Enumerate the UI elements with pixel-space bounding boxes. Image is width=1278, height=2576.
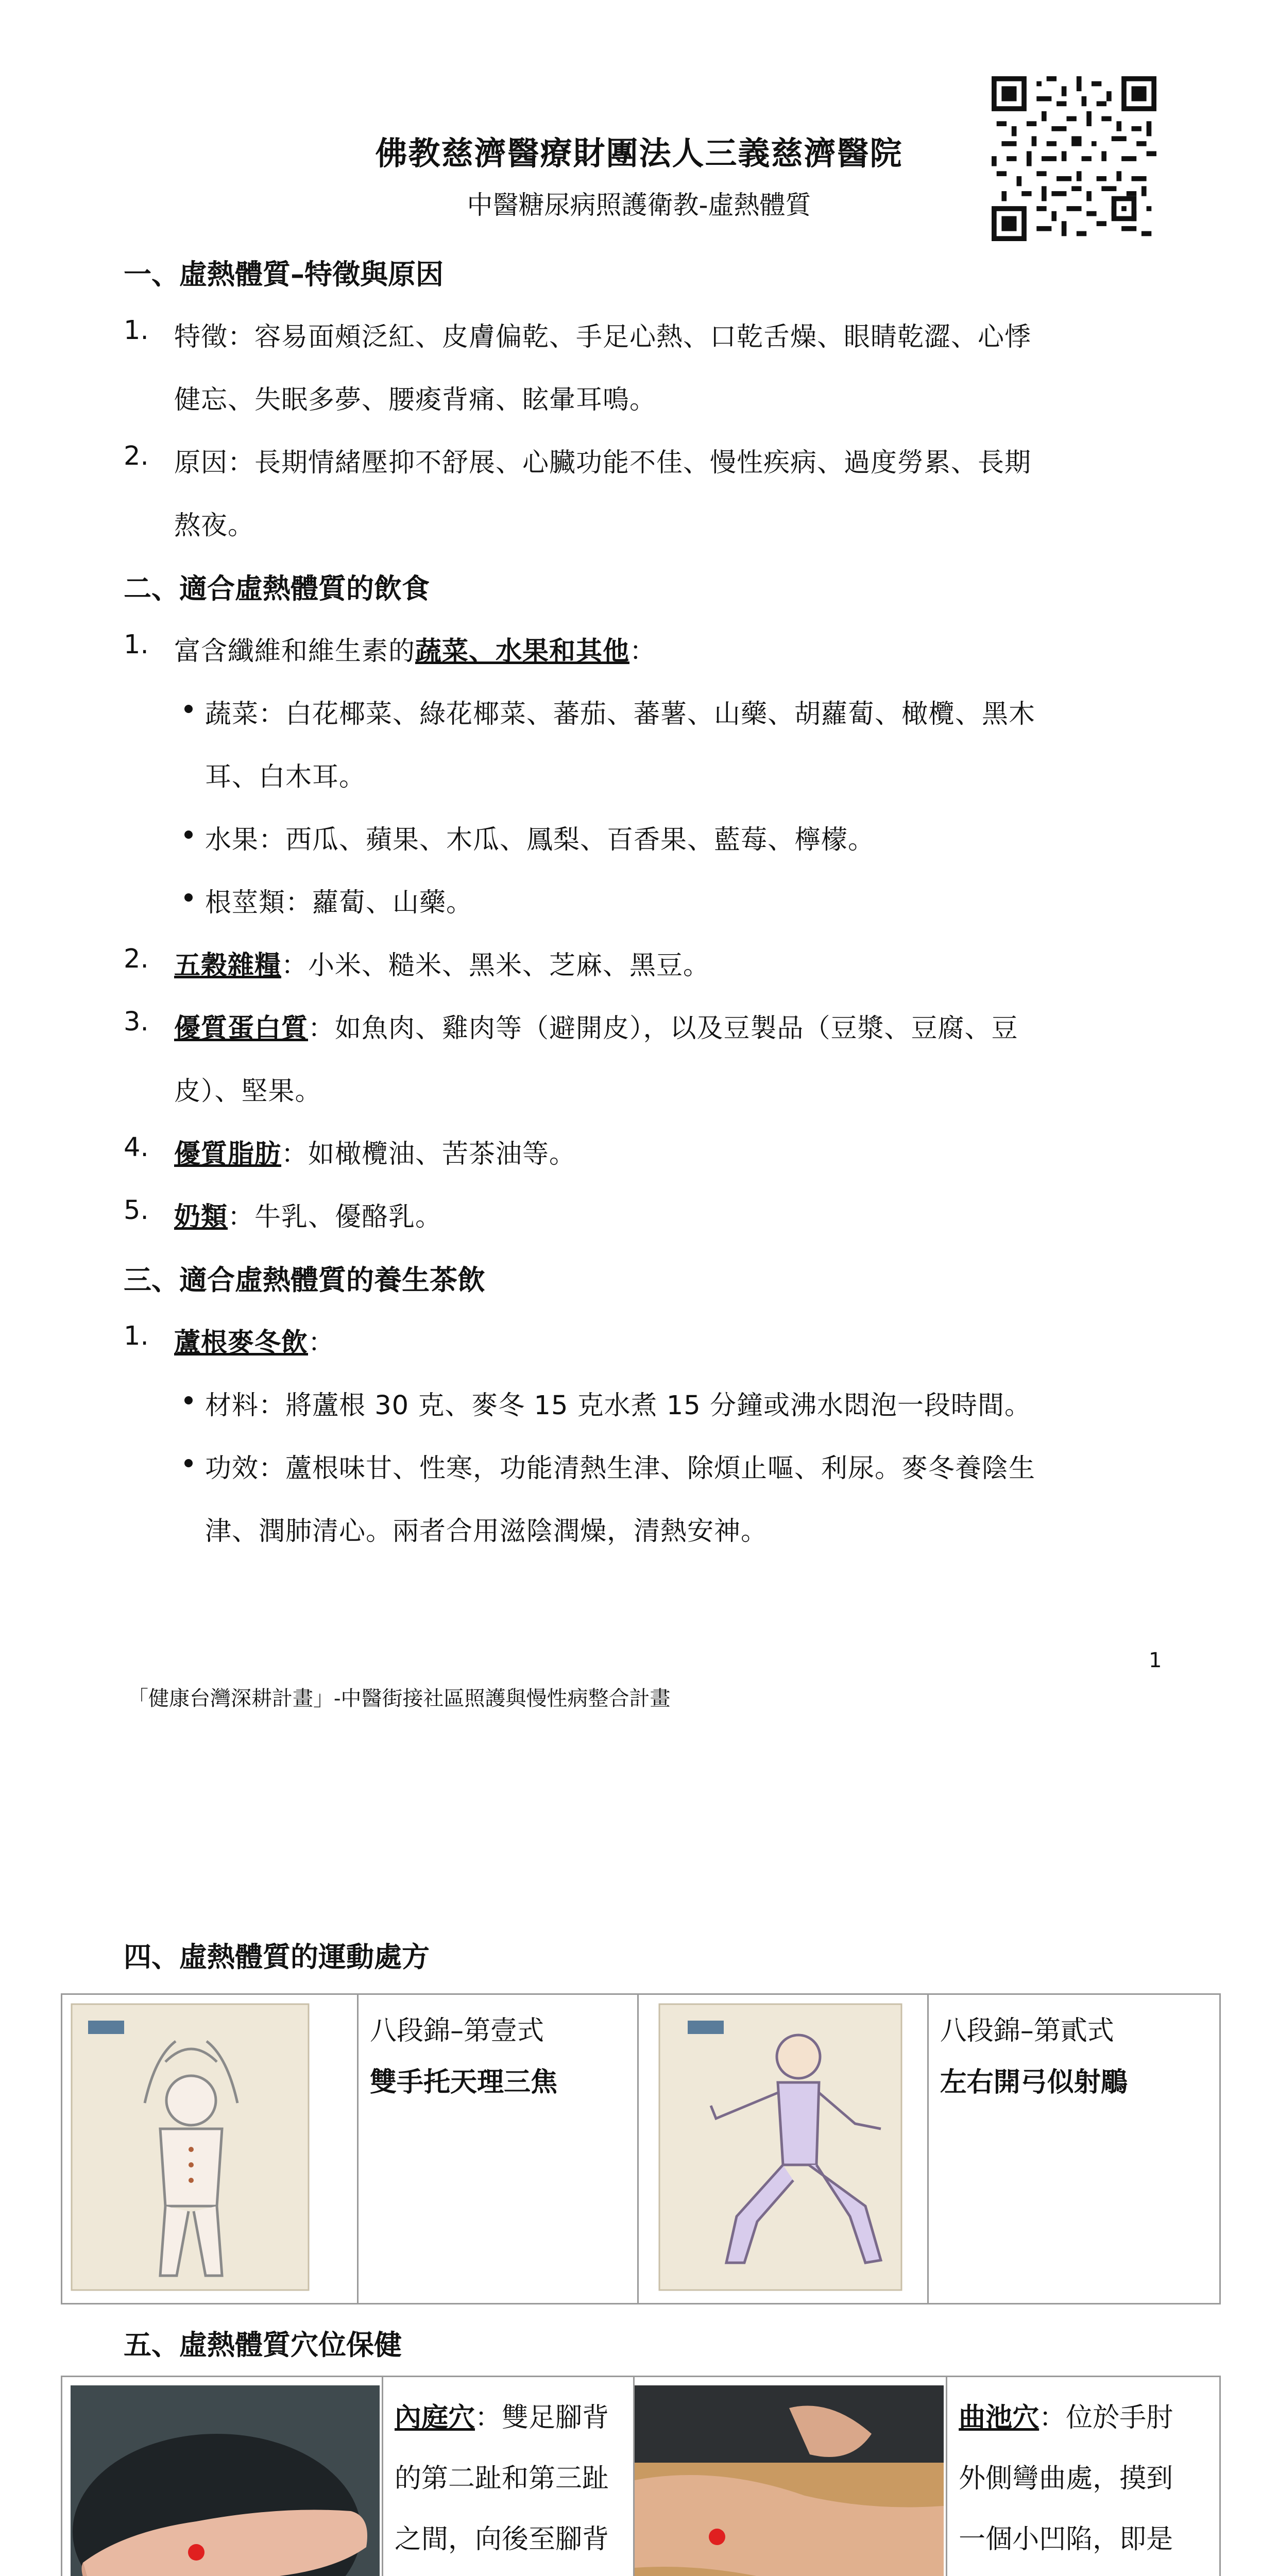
list-number: 1. [124, 630, 149, 660]
section-heading-exercise: 四、虛熱體質的運動處方 [124, 1941, 430, 1973]
acupoint-image-cell [634, 2377, 947, 2576]
page-2 [0, 1808, 1278, 2576]
list-item-text: 特徵：容易面頰泛紅、皮膚偏乾、手足心熱、口乾舌燥、眼睛乾澀、心悸 [174, 322, 1032, 352]
qr-code[interactable] [992, 76, 1156, 241]
acupoint-marker [188, 2544, 205, 2561]
bullet-text: 水果：西瓜、蘋果、木瓜、鳳梨、百香果、藍莓、檸檬。 [205, 825, 875, 855]
list-item-text: 皮）、堅果。 [174, 1076, 322, 1107]
section-heading-tea: 三、適合虛熱體質的養生茶飲 [124, 1264, 485, 1296]
list-item-text: 蘆根麥冬飲： [174, 1328, 335, 1358]
bullet-text: 材料：將蘆根 30 克、麥冬 15 克水煮 15 分鐘或沸水悶泡一段時間。 [205, 1391, 1031, 1421]
page-subtitle: 中醫糖尿病照護衛教-虛熱體質 [467, 190, 811, 220]
acupoint-image-cell [62, 2377, 383, 2576]
list-item-text: 五穀雜糧：小米、糙米、黑米、芝麻、黑豆。 [174, 951, 710, 981]
acupoint-text-cell: 內庭穴：雙足腳背 的第二趾和第三趾 之間，向後至腳背 [383, 2377, 634, 2576]
section-heading-acupoints: 五、虛熱體質穴位保健 [124, 2329, 402, 2361]
list-item-text: 健忘、失眠多夢、腰痠背痛、眩暈耳鳴。 [174, 385, 657, 415]
page-title: 佛教慈濟醫療財團法人三義慈濟醫院 [375, 134, 903, 172]
page-number: 1 [1149, 1649, 1162, 1672]
bullet-text: 蔬菜：白花椰菜、綠花椰菜、蕃茄、蕃薯、山藥、胡蘿蔔、橄欖、黑木 [205, 699, 1036, 730]
exercise-name: 左右開弓似射鵰 [940, 2067, 1128, 2098]
list-item-text: 富含纖維和維生素的蔬菜、水果和其他： [174, 636, 657, 667]
exercise-table [61, 1993, 1221, 2304]
bullet-text: 功效：蘆根味甘、性寒，功能清熱生津、除煩止嘔、利尿。麥冬養陰生 [205, 1453, 1036, 1484]
exercise-illustration-1 [62, 1995, 357, 2303]
list-item-text: 熬夜。 [174, 511, 255, 541]
acupoint-name: 內庭穴 [395, 2402, 475, 2433]
section-heading-diet: 二、適合虛熱體質的飲食 [124, 572, 430, 605]
section-heading-features: 一、虛熱體質–特徵與原因 [124, 258, 444, 291]
list-number: 1. [124, 315, 149, 346]
acupoint-table [61, 2376, 1221, 2576]
list-number: 4. [124, 1132, 149, 1163]
bullet-dot [184, 1459, 193, 1467]
foot-top-photo [62, 2377, 382, 2576]
exercise-image-cell [62, 1994, 358, 2304]
list-item-text: 優質蛋白質：如魚肉、雞肉等（避開皮），以及豆製品（豆漿、豆腐、豆 [174, 1013, 1018, 1044]
exercise-illustration-2 [639, 1995, 927, 2303]
page-footer: 「健康台灣深耕計畫」-中醫街接社區照護與慢性病整合計畫 [128, 1687, 671, 1710]
list-number: 2. [124, 944, 149, 974]
exercise-text-cell [358, 1994, 638, 2304]
list-number: 3. [124, 1007, 149, 1037]
list-number: 1. [124, 1321, 149, 1351]
acupoint-name: 曲池穴 [959, 2402, 1040, 2433]
list-item-text: 優質脂肪：如橄欖油、苦茶油等。 [174, 1139, 576, 1170]
list-item-text: 奶類：牛乳、優酪乳。 [174, 1202, 442, 1232]
bullet-dot [184, 705, 193, 713]
bullet-text: 津、潤肺清心。兩者合用滋陰潤燥，清熱安神。 [205, 1516, 768, 1547]
exercise-image-cell [638, 1994, 928, 2304]
bullet-text: 耳、白木耳。 [205, 762, 366, 792]
bullet-text: 根莖類：蘿蔔、山藥。 [205, 888, 473, 918]
list-number: 2. [124, 441, 149, 471]
exercise-series: 八段錦–第壹式 [370, 2015, 544, 2046]
bullet-dot [184, 893, 193, 902]
list-number: 5. [124, 1195, 149, 1226]
exercise-series: 八段錦–第貳式 [940, 2015, 1114, 2046]
exercise-text-cell [928, 1994, 1220, 2304]
bullet-dot [184, 1396, 193, 1404]
exercise-name: 雙手托天理三焦 [370, 2067, 558, 2098]
elbow-photo [635, 2377, 946, 2576]
bullet-dot [184, 831, 193, 839]
acupoint-text-cell: 曲池穴：位於手肘 外側彎曲處，摸到 一個小凹陷，即是 [947, 2377, 1220, 2576]
list-item-text: 原因：長期情緒壓抑不舒展、心臟功能不佳、慢性疾病、過度勞累、長期 [174, 448, 1032, 478]
acupoint-marker [709, 2529, 725, 2545]
